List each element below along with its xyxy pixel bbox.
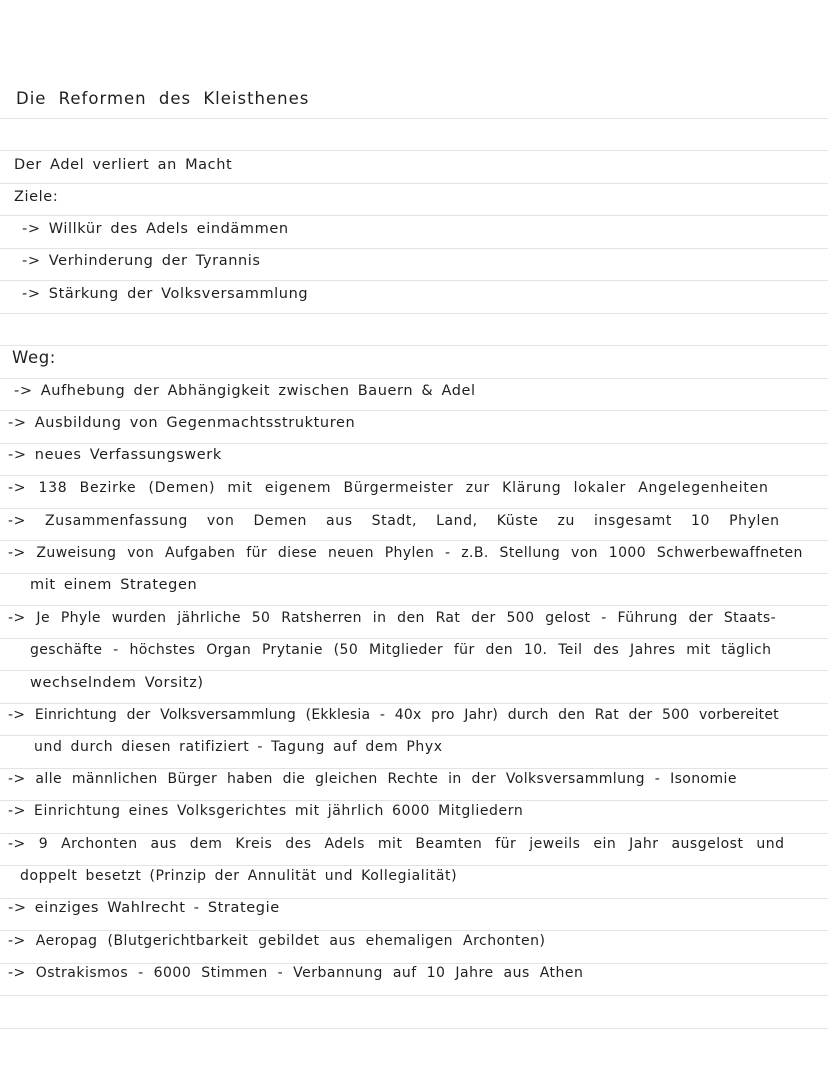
weg-item: -> 138 Bezirke (Demen) mit eigenem Bürgermeister zur Klärung lokaler Angelegenheiten [8, 480, 769, 496]
weg-item: -> 9 Archonten aus dem Kreis des Adels mit Beamten für jeweils ein Jahr ausgelost und [8, 836, 785, 852]
rule-line [0, 280, 828, 281]
ziele-item: -> Stärkung der Volksversammlung [22, 286, 309, 302]
weg-item: mit einem Strategen [30, 577, 198, 593]
weg-item: -> Zusammenfassung von Demen aus Stadt, Land, Küste zu insgesamt 10 Phylen [8, 513, 780, 529]
intro-line: Der Adel verliert an Macht [14, 157, 233, 173]
rule-line [0, 215, 828, 216]
rule-line [0, 183, 828, 184]
rule-line [0, 605, 828, 606]
weg-item: geschäfte - höchstes Organ Prytanie (50 Mitglieder für den 10. Teil des Jahres mit täglich [30, 642, 772, 658]
rule-line [0, 508, 828, 509]
weg-item: -> Einrichtung der Volksversammlung (Ekklesia - 40x pro Jahr) durch den Rat der 500 vorbereitet [8, 707, 779, 723]
weg-item: -> Aeropag (Blutgerichtbarkeit gebildet aus ehemaligen Archonten) [8, 933, 546, 949]
rule-line [0, 995, 828, 996]
weg-item: -> Je Phyle wurden jährliche 50 Ratsherren in den Rat der 500 gelost - Führung der Staats- [8, 610, 777, 626]
weg-item: wechselndem Vorsitz) [30, 675, 204, 691]
rule-line [0, 475, 828, 476]
rule-line [0, 345, 828, 346]
weg-item: -> Ostrakismos - 6000 Stimmen - Verbannung auf 10 Jahre aus Athen [8, 965, 584, 981]
weg-item: -> Ausbildung von Gegenmachtsstrukturen [8, 415, 356, 431]
weg-item: -> alle männlichen Bürger haben die gleichen Rechte in der Volksversammlung - Isonomie [8, 771, 737, 787]
ziele-heading: Ziele: [14, 189, 59, 205]
weg-item: -> Einrichtung eines Volksgerichtes mit jährlich 6000 Mitgliedern [8, 803, 524, 819]
ziele-item: -> Willkür des Adels eindämmen [22, 221, 289, 237]
rule-line [0, 703, 828, 704]
rule-line [0, 638, 828, 639]
rule-line [0, 1028, 828, 1029]
rule-line [0, 313, 828, 314]
rule-line [0, 540, 828, 541]
weg-item: -> Aufhebung der Abhängigkeit zwischen Bauern & Adel [14, 383, 476, 399]
weg-item: -> neues Verfassungswerk [8, 447, 222, 463]
page-title: Die Reformen des Kleisthenes [16, 89, 310, 108]
weg-item: -> einziges Wahlrecht - Strategie [8, 900, 280, 916]
ziele-item: -> Verhinderung der Tyrannis [22, 253, 261, 269]
weg-item: und durch diesen ratifiziert - Tagung auf dem Phyx [34, 739, 443, 755]
rule-line [0, 410, 828, 411]
rule-line [0, 150, 828, 151]
weg-item: -> Zuweisung von Aufgaben für diese neuen Phylen - z.B. Stellung von 1000 Schwerbewaffneten [8, 545, 803, 561]
rule-line [0, 248, 828, 249]
rule-line [0, 378, 828, 379]
rule-line [0, 670, 828, 671]
rule-line [0, 735, 828, 736]
rule-line [0, 118, 828, 119]
rule-line [0, 573, 828, 574]
weg-item: doppelt besetzt (Prinzip der Annulität und Kollegialität) [20, 868, 458, 884]
weg-heading: Weg: [12, 348, 56, 367]
rule-line [0, 443, 828, 444]
